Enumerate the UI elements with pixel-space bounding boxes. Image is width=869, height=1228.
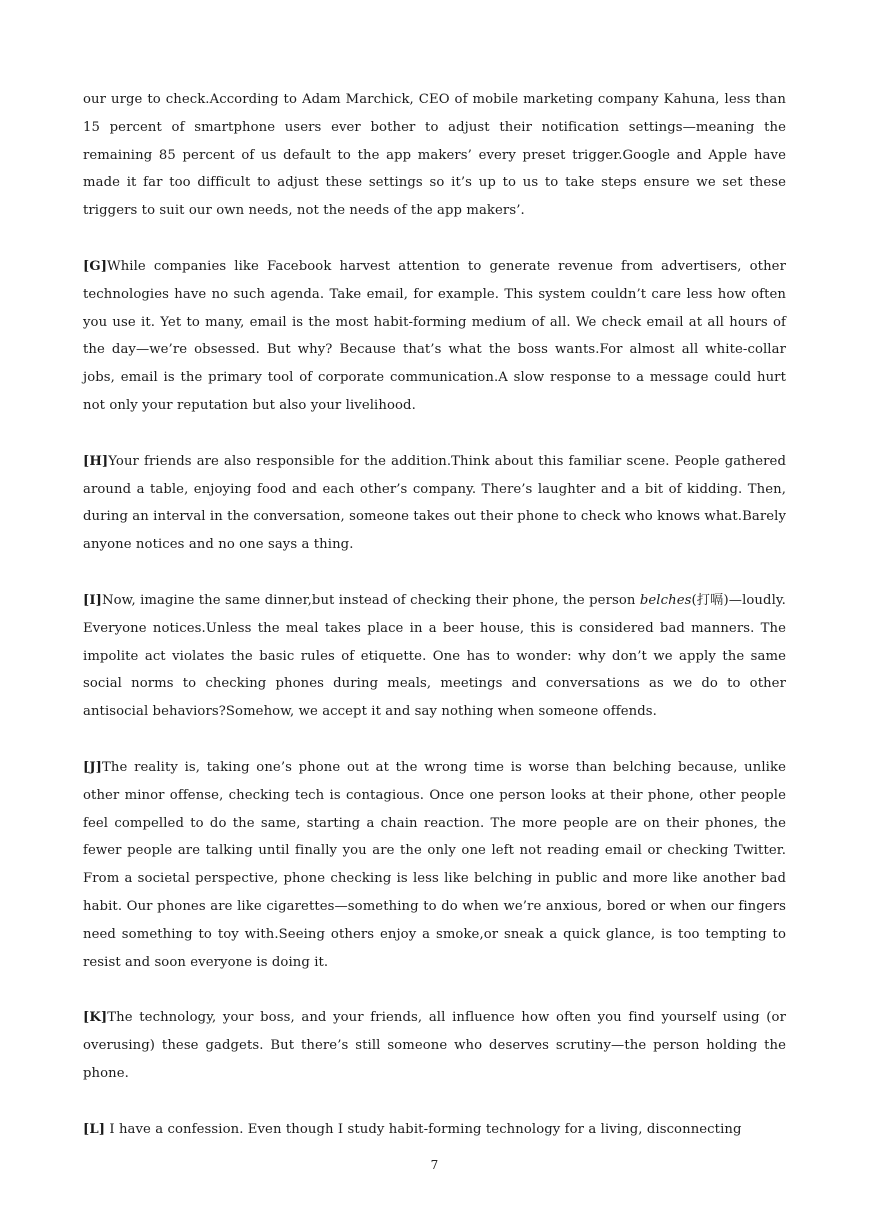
- paragraph-text: While companies like Facebook harvest attention to generate revenue from advertisers, other technologies have no such agenda. Take email, for example. This system couldn’t care less how often you use it. Yet to many, email is the most habit-forming medium of all. We check email at all hours of the day—we’re obsessed. But why? Because that’s what the boss wants.For almost all white-collar jobs, email is the primary tool of corporate communication.A slow response to a message could hurt not only your reputation but also your livelihood.: [83, 258, 786, 413]
- paragraph-l: [83, 1116, 786, 1144]
- paragraph-label: [G]: [83, 258, 108, 274]
- paragraph-label: [H]: [83, 453, 109, 469]
- paragraph-text: I have a confession. Even though I study habit-forming technology for a living, disconnecting: [105, 1121, 742, 1137]
- emphasized-word: belches: [639, 592, 692, 608]
- paragraph-gap: [83, 225, 786, 253]
- paragraph-gap: [83, 976, 786, 1004]
- paragraph-j: [83, 754, 786, 976]
- paragraph-text: Now, imagine the same dinner,but instead of checking their phone, the person: [101, 592, 640, 608]
- paragraph-text: The reality is, taking one’s phone out at the wrong time is worse than belching because, unlike other minor offense, checking tech is contagious. Once one person looks at their phone, other people feel compelled to do the same, starting a chain reaction. The more people are on their phones, the fewer people are talking until finally you are the only one left not reading email or checking Twitter. From a societal perspective, phone checking is less like belching in public and more like another bad habit. Our phones are like cigarettes—something to do when we’re anxious, bored or when our fingers need something to toy with.Seeing others enjoy a smoke,or sneak a quick glance, is too tempting to resist and soon everyone is doing it.: [83, 759, 786, 970]
- paragraph-text: our urge to check.According to Adam Marchick, CEO of mobile marketing company Kahuna, less than 15 percent of smartphone users ever bother to adjust their notification settings—meaning the remaining 85 percent of us default to the app makers’ every preset trigger.Google and Apple have made it far too difficult to adjust these settings so it’s up to us to take steps ensure we set these triggers to suit our own needs, not the needs of the app makers’.: [83, 92, 786, 219]
- paragraph-label: [J]: [83, 759, 103, 775]
- paragraph-label: [L]: [83, 1121, 106, 1137]
- paragraph-text: (打嗝)—loudly. Everyone notices.Unless the meal takes place in a beer house, this is considered bad manners. The impolite act violates the basic rules of etiquette. One has to wonder: why don’t we apply the same social norms to checking phones during meals, meetings and conversations as we do to other antisocial behaviors?Somehow, we accept it and say nothing when someone offends.: [83, 592, 786, 720]
- paragraph-i: [83, 587, 786, 726]
- paragraph-gap: [83, 559, 786, 587]
- document-page: [83, 86, 786, 1144]
- page-number: 7: [430, 1158, 439, 1172]
- paragraph-f-continued: [83, 86, 786, 225]
- paragraph-text: Your friends are also responsible for the addition.Think about this familiar scene. People gathered around a table, enjoying food and each other’s company. There’s laughter and a bit of kidding. Then, during an interval in the conversation, someone takes out their phone to check who knows what.Barely anyone notices and no one says a thing.: [83, 453, 786, 553]
- paragraph-h: [83, 448, 786, 559]
- paragraph-gap: [83, 726, 786, 754]
- paragraph-label: [I]: [83, 592, 102, 608]
- paragraph-label: [K]: [83, 1010, 108, 1026]
- paragraph-g: [83, 253, 786, 420]
- paragraph-gap: [83, 420, 786, 448]
- paragraph-k: [83, 1004, 786, 1087]
- paragraph-text: The technology, your boss, and your friends, all influence how often you find yourself using (or overusing) these gadgets. But there’s still someone who deserves scrutiny—the person holding the phone.: [83, 1010, 786, 1081]
- paragraph-gap: [83, 1088, 786, 1116]
